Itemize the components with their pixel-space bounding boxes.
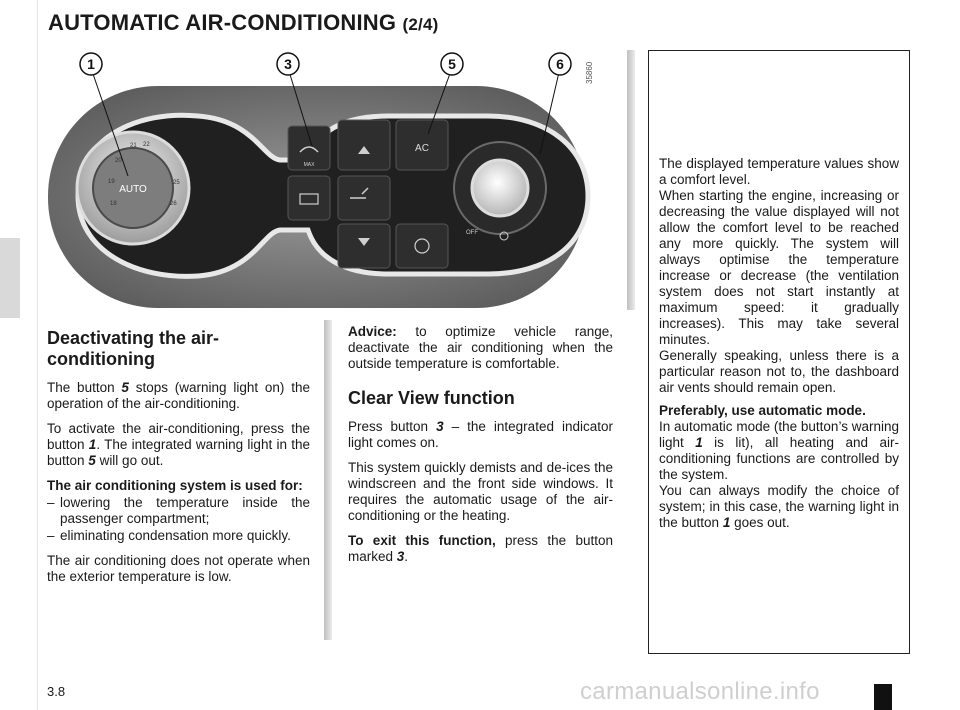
watermark: carmanualsonline.info [580,678,820,705]
middle-paragraph-1 [348,419,613,451]
heading-clear-view: Clear View function [348,388,515,408]
text-run: In automatic mode (the button’s warning light [659,419,899,450]
rear-demist-button[interactable] [288,176,330,220]
title-main: AUTOMATIC AIR-CONDITIONING [48,10,397,35]
box-paragraph-6 [659,483,899,531]
middle-paragraph-2: This system quickly demists and de-ices the windscreen and the front side windows. It requires the automatic usage of the air-conditioning or the heating. [348,460,613,523]
list-item: – eliminating condensation more quickly. [47,528,310,544]
text-run: goes out. [730,515,790,530]
callout-3-label: 3 [284,56,292,72]
button-6-fan-knob[interactable] [472,160,528,216]
button-ref-1: 1 [722,515,731,530]
dial-mark-19: 19 [108,179,115,185]
corner-marker [874,684,892,710]
text-run: Press button [348,419,437,434]
dial-mark-26: 26 [170,201,177,207]
airflow-up-button[interactable] [338,120,390,170]
dial-auto-label: AUTO [119,184,147,195]
button-ref-5: 5 [88,453,96,468]
text-run: will go out. [95,453,164,468]
box-paragraph-1: The displayed temperature values show a comfort level. [659,156,899,187]
callout-1-label: 1 [87,56,95,72]
left-paragraph-4: The air conditioning does not operate when the exterior temperature is low. [47,553,310,584]
dial-mark-18: 18 [110,201,117,207]
dial-mark-21: 21 [130,143,137,149]
text-run: stops (warning light on) the operation of the air-conditioning. [47,380,310,411]
figure-reference-code: 35860 [585,61,594,84]
text-run: . The integrated warning light in the button [47,437,310,468]
dial-mark-25: 25 [173,180,180,186]
button-ref-3: 3 [436,419,444,434]
dial-mark-22: 22 [143,142,150,148]
button-ref-1: 1 [695,435,703,450]
page-number: 3.8 [47,684,66,699]
text-run: press the button marked [348,533,613,564]
advice-paragraph [348,324,613,372]
left-paragraph-2 [47,421,310,469]
climate-panel-illustration [48,48,626,310]
button-ref-3: 3 [396,549,405,564]
bold-lead: Preferably, use automatic mode. [659,403,866,418]
list-item: – lowering the temperature inside the passenger compartment; [47,495,310,527]
left-paragraph-1 [47,380,310,412]
title-part: (2/4) [402,15,439,34]
section-tab-marker [0,238,20,318]
box-paragraph-3: Generally speaking, unless there is a particular reason not to, the dashboard air vents should remain open. [659,348,899,395]
box-paragraph-4 [659,403,899,419]
text-run: You can always modify the choice of system; in this case, the warning light in the button [659,483,899,530]
text-run: is lit), all heating and air-conditioning functions are controlled by the system. [659,435,899,482]
left-column [47,328,310,594]
usage-list [47,495,310,544]
text-run: . [404,549,409,564]
dial-mark-20: 20 [115,158,122,164]
column-shade-top [627,50,635,310]
text-run: – the integrated indicator light comes on. [348,419,613,450]
box-paragraph-2: When starting the engine, increasing or decreasing the value displayed will not allow the comfort level to be reached any more quickly. The system will always optimise the temperature increase or decrease (the ventilation system does not start instantly at maximum speed: it gradually increases). This may take several minutes. [659,188,899,347]
button-ref-1: 1 [88,437,97,452]
callout-6-label: 6 [556,56,564,72]
info-box-text [659,156,899,538]
margin-rule [37,0,38,710]
advice-label: Advice: [348,324,397,339]
fan-off-label: OFF [466,230,478,236]
info-box [648,50,910,654]
recirculation-button[interactable] [396,224,448,268]
middle-column [348,324,613,574]
left-paragraph-3 [47,478,310,494]
bold-lead: To exit this function, [348,533,496,548]
heading-deactivating-ac: Deactivating the air-conditioning [47,328,220,369]
text-run: The button [47,380,122,395]
middle-paragraph-3 [348,533,613,565]
callout-5-label: 5 [448,56,456,72]
bold-lead: The air conditioning system is used for: [47,478,303,493]
button-ref-5: 5 [121,380,129,395]
box-paragraph-5 [659,419,899,483]
max-label: MAX [303,162,315,168]
page-title [48,10,439,36]
column-shade-bottom [324,320,332,640]
text-run: to optimize vehicle range, deactivate the air conditioning when the outside temperature is comfortable. [348,324,613,371]
climate-control-figure [48,48,626,310]
ac-label: AC [415,143,429,154]
text-run: To activate the air-conditioning, press the button [47,421,310,452]
